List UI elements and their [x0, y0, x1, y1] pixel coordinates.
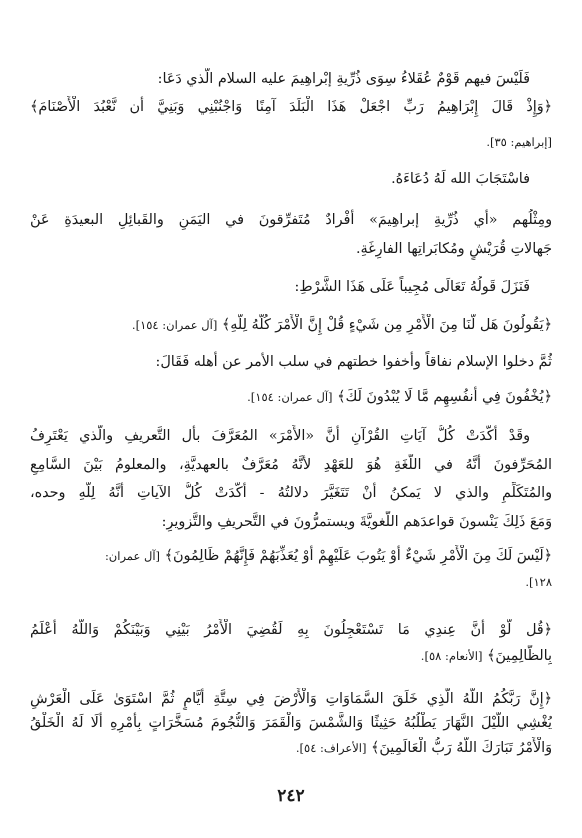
verse-citation: [الأنعام: ٥٨].: [420, 649, 483, 663]
quran-verse-line: [30, 314, 552, 336]
verse-text: ﴿يَقُولُونَ هَل لَّنَا مِنَ الْأَمْرِ مِن شَيْءٍ قُلْ إِنَّ الْأَمْرَ كُلَّهُ لِلَّهِ﴾: [221, 317, 552, 333]
verse-citation: [إبراهيم: ٣٥].: [486, 135, 552, 149]
verse-text: ﴿يُخْفُونَ فِي أَنفُسِهِم مَّا لَا يُبْدُونَ لَكَ﴾: [337, 389, 552, 405]
text-line-6: جَهالاتِ قُرَيْشٍ ومُكابَراتِها الفارِغَةِ.: [355, 241, 552, 257]
quran-verse-line: ﴿قُل لَّوْ أَنَّ عِندِي مَا تَسْتَعْجِلُونَ بِهِ لَقُضِيَ الْأَمْرُ بَيْنِي وَبَيْنَكُمْ وَاللَّهُ أَعْلَمُ: [30, 622, 552, 638]
text-line-11: وقَدْ أكَّدَتْ كُلُّ آيَاتِ القُرْآنِ أنَّ «الأَمْرَ» المُعَرَّفَ بأل التَّعريفِ والَّذي يَعْتَرِفُ: [30, 428, 530, 444]
text-line-1: فَلَيْسَ فيهم قَوْمٌ عُقَلاءُ سِوَى ذُرِّيةِ إبْراهِيمَ عليه السلام الَّذي دَعَا:: [157, 71, 530, 87]
verse-citation: [آل عمران: ١٥٤].: [247, 390, 333, 404]
quran-verse-line: [30, 645, 552, 667]
verse-citation: [آل عمران: ١٥٤].: [131, 318, 218, 332]
quran-verse-line: [30, 545, 552, 567]
verse-text: ﴿لَيْسَ لَكَ مِنَ الْأَمْرِ شَيْءٌ أَوْ يَتُوبَ عَلَيْهِمْ أَوْ يُعَذِّبَهُمْ فَإِنَّهُمْ ظَالِمُونَ﴾: [164, 548, 552, 564]
text-line-5: ومِثْلُهم «أي ذُرِّيةِ إبراهِيمَ» أَفْرادٌ مُتَفرِّقونَ في اليَمَنِ والقَبائِلِ البعيدَةِ عَنْ: [30, 212, 552, 228]
quran-verse-line: ﴿وَإِذْ قَالَ إِبْرَاهِيمُ رَبِّ اجْعَلْ هَذَا الْبَلَدَ آمِنًا وَاجْنُبْنِي وَبَنِيَّ أَن نَّعْبُدَ الْأَصْنَامَ﴾: [30, 99, 552, 115]
text-line-13: والمُتَكَلِّمِ والذي لا يَمكنُ أنْ تَتَغَيَّرَ دلالتُهُ - أكَّدَتْ كُلُّ الآياتِ أنَّهُ لِلَّهِ وحده،: [30, 485, 552, 501]
text-line-7: فَنَزَلَ قَولُهُ تَعَالَى مُجِيباً عَلَى هَذَا الشَّرْطِ:: [294, 279, 530, 295]
quran-verse-line: [30, 386, 552, 408]
verse-text: وَالْأَمْرُ تَبَارَكَ اللَّهُ رَبُّ الْعَالَمِينَ﴾: [371, 740, 552, 756]
text-line-12: المُحَرِّفونَ أنَّهُ في اللُّغَةِ هُوَ للعَهْدِ لأنَّهُ مُعَرَّفٌ بالعهديَّةِ، والمعلومُ بَيْنَ السَّامِعِ: [30, 457, 552, 473]
verse-text: بِالظَّالِمِينَ﴾: [487, 648, 552, 664]
verse-citation: [الأعراف: ٥٤].: [295, 741, 367, 755]
verse-citation: [آل عمران:: [104, 549, 161, 563]
text-line-4: فاسْتَجَابَ الله لَهُ دُعَاءَهُ.: [391, 171, 530, 187]
quran-verse-line: ﴿إِنَّ رَبَّكُمُ اللَّهُ الَّذِي خَلَقَ السَّمَاوَاتِ وَالْأَرْضَ فِي سِتَّةِ أَيَّامٍ ثُمَّ اسْتَوَىٰ عَلَى الْعَرْشِ: [30, 691, 552, 707]
text-line-9: ثُمَّ دخلوا الإسلام نفاقاً وأخفوا خطتهم في سلب الأمر عن أهله فَقَالَ:: [155, 354, 552, 370]
page-number: ٢٤٢: [277, 786, 305, 806]
verse-citation: ١٢٨].: [525, 575, 552, 589]
quran-verse-line: يُغْشِي اللَّيْلَ النَّهَارَ يَطْلُبُهُ حَثِيثًا وَالشَّمْسَ وَالْقَمَرَ وَالنُّجُومَ مُسَخَّرَاتٍ بِأَمْرِهِ أَلَا لَهُ الْخَلْقُ: [30, 715, 552, 731]
text-line-14: وَمَعَ ذَلِكَ يَنْسونَ قواعدَهم اللُّغويَّةَ ويستمرُّونَ في التَّحريفِ والتَّزويرِ:: [161, 514, 552, 530]
quran-verse-line: [30, 737, 552, 759]
